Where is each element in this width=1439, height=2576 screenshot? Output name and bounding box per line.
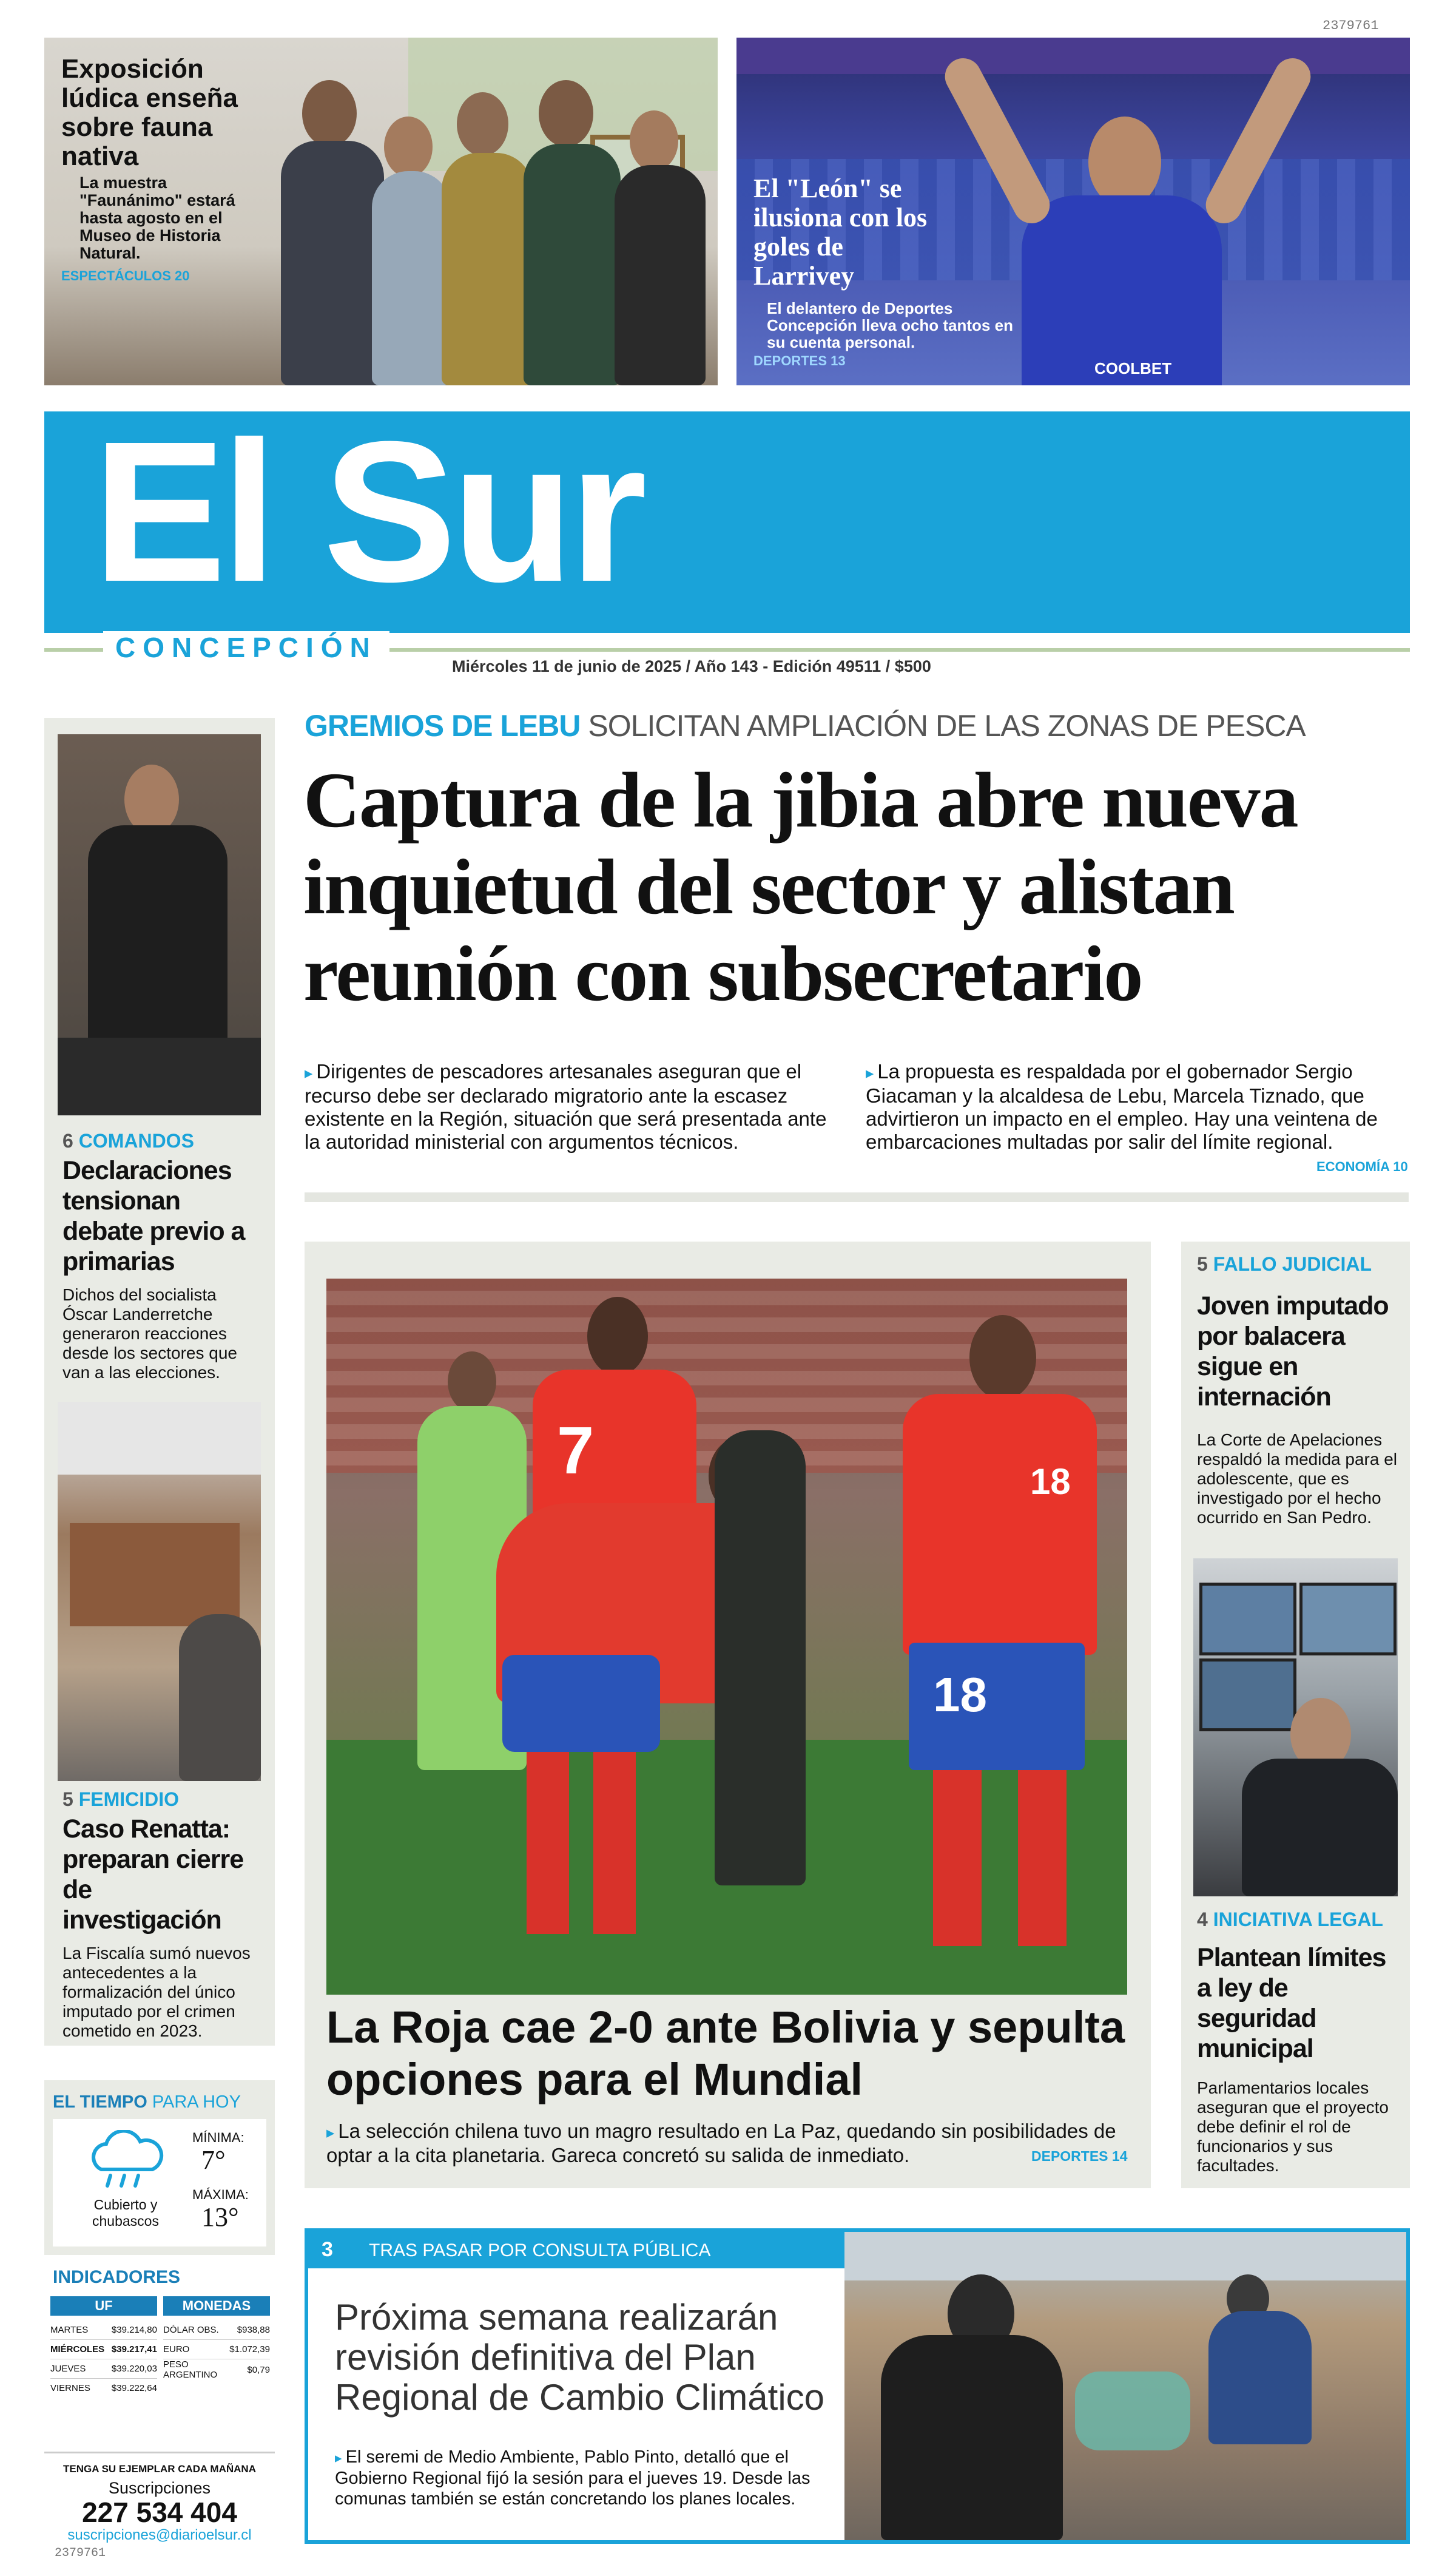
referee	[715, 1430, 806, 1885]
story-fallo[interactable]	[1197, 1253, 1397, 1527]
indicators-box	[44, 2261, 275, 2446]
story-page: 5	[62, 1788, 73, 1810]
story-text: Parlamentarios locales aseguran que el proyecto debe definir el rol de funcionarios y sus facultades.	[1197, 2078, 1389, 2175]
indicators-title: INDICADORES	[53, 2267, 181, 2287]
red-sock	[593, 1752, 636, 1934]
main-text: ▸ La selección chilena tuvo un magro resultado en La Paz, quedando sin posibilidades de optar a la cita planetaria. Gareca concretó su salida de inmediato.	[326, 2120, 1116, 2166]
story-iniciativa[interactable]	[1197, 1908, 1397, 2175]
sky	[844, 2232, 1406, 2280]
table-row: DÓLAR OBS. $938,88	[163, 2321, 270, 2340]
main-photo[interactable]	[326, 1279, 1127, 1995]
weather-box	[44, 2080, 275, 2255]
story-femicidio[interactable]	[62, 1788, 257, 2041]
monedas-table	[163, 2321, 270, 2380]
masthead-city: CONCEPCIÓN	[103, 631, 389, 664]
lead-column-1: ▸ Dirigentes de pescadores artesanales aseguran que el recurso debe ser declarado migratorio ante la escasez existente en la Región, situación que será presentada ante la autoridad ministerial con argumentos técnicos.	[305, 1060, 827, 1153]
dateline: Miércoles 11 de junio de 2025 / Año 143 - Edición 49511 / $500	[452, 657, 931, 675]
monitor	[1299, 1583, 1397, 1655]
subscribe-box[interactable]	[44, 2452, 275, 2544]
teaser-title: El "León" se ilusiona con los goles de Larrivey	[753, 174, 928, 291]
teaser-section[interactable]: ESPECTÁCULOS 20	[61, 268, 190, 283]
story-kicker: INICIATIVA LEGAL	[1213, 1908, 1383, 1930]
table-row: EURO $1.072,39	[163, 2340, 270, 2359]
operator-figure	[1242, 1759, 1398, 1896]
monitor	[1199, 1658, 1296, 1731]
cloud-rain-icon	[83, 2130, 168, 2191]
person-head	[630, 110, 678, 171]
bullet-icon: ▸	[305, 1064, 313, 1082]
uf-header: UF	[50, 2296, 157, 2316]
red-sock	[527, 1752, 569, 1934]
ceiling	[58, 1402, 261, 1475]
person-figure	[281, 141, 384, 385]
main-section[interactable]: DEPORTES 14	[1031, 2148, 1128, 2164]
story-page: 6	[62, 1130, 73, 1152]
person-figure	[881, 2335, 1063, 2540]
courtroom-wall	[70, 1523, 240, 1626]
masthead-title[interactable]: El Sur	[93, 399, 642, 623]
person-figure	[524, 144, 621, 385]
story-text: Dichos del socialista Óscar Landerretche generaron reacciones desde los sectores que van a las elecciones.	[62, 1285, 237, 1382]
lead-kicker	[305, 708, 1409, 743]
story-kicker: COMANDOS	[78, 1130, 194, 1152]
print-code: 2379761	[55, 2546, 106, 2560]
jersey-number: 7	[557, 1413, 595, 1488]
photo-seguridad	[1193, 1558, 1398, 1896]
player-head	[1088, 117, 1161, 208]
bottom-page: 3	[322, 2238, 333, 2261]
person-figure	[1208, 2311, 1312, 2444]
max-label: MÁXIMA:	[192, 2187, 249, 2202]
person-figure	[615, 165, 706, 385]
person-figure	[179, 1614, 261, 1781]
lead-headline[interactable]: Captura de la jibia abre nueva inquietud del sector y alistan reunión con subsecretario	[303, 757, 1298, 1018]
kicker-topic: GREMIOS DE LEBU	[305, 709, 581, 743]
red-sock	[1018, 1770, 1067, 1946]
player-head	[969, 1315, 1036, 1400]
lead-column-2: ▸ La propuesta es respaldada por el gobernador Sergio Giacaman y la alcaldesa de Lebu, Marcela Tiznado, que advirtieron un impacto en el empleo. Hay una veintena de embarcaciones multadas por salir del límite regional.	[866, 1060, 1378, 1153]
person-head	[539, 80, 593, 147]
teaser-title: Exposición lúdica enseña sobre fauna nativa	[61, 54, 238, 171]
table-row: PESO ARGENTINO $0,79	[163, 2359, 270, 2380]
story-text: La Corte de Apelaciones respaldó la medida para el adolescente, que es investigado por el hecho ocurrido en San Pedro.	[1197, 1430, 1397, 1527]
jersey-number: 18	[933, 1668, 987, 1722]
uf-table	[50, 2321, 157, 2398]
monedas-header: MONEDAS	[163, 2296, 270, 2316]
jersey-number: 18	[1030, 1461, 1071, 1502]
person-head	[302, 80, 357, 147]
subscribe-label: Suscripciones	[108, 2479, 211, 2497]
table-row: MARTES $39.214,80	[50, 2321, 157, 2340]
story-text: La Fiscalía sumó nuevos antecedentes a la formalización del único imputado por el crimen cometido en 2023.	[62, 1944, 251, 2040]
bottom-photo	[844, 2232, 1406, 2540]
red-sock	[933, 1770, 982, 1946]
story-comandos[interactable]	[62, 1130, 257, 1382]
person-figure	[442, 153, 533, 385]
jersey-sponsor: COOLBET	[1094, 359, 1172, 377]
subscribe-phone[interactable]: 227 534 404	[82, 2497, 237, 2528]
weather-card	[53, 2119, 266, 2246]
bullet-icon: ▸	[335, 2450, 342, 2466]
print-code: 2379761	[1323, 18, 1379, 33]
teaser-section[interactable]: DEPORTES 13	[753, 353, 846, 368]
table-row: MIÉRCOLES $39.217,41	[50, 2340, 157, 2359]
min-value: 7°	[201, 2145, 226, 2175]
person-head	[384, 117, 433, 177]
teaser-larrivey[interactable]	[736, 38, 1410, 385]
debris	[1075, 2371, 1190, 2450]
main-headline[interactable]: La Roja cae 2-0 ante Bolivia y sepulta opciones para el Mundial	[326, 2002, 1125, 2104]
story-kicker: FALLO JUDICIAL	[1213, 1253, 1372, 1275]
photo-femicidio	[58, 1402, 261, 1781]
subscribe-email[interactable]: suscripciones@diarioelsur.cl	[67, 2527, 252, 2543]
player-head	[587, 1297, 648, 1376]
subscribe-line: TENGA SU EJEMPLAR CADA MAÑANA	[63, 2463, 256, 2475]
chile-player	[903, 1394, 1097, 1655]
lead-section[interactable]: ECONOMÍA 10	[1316, 1159, 1408, 1174]
story-page: 5	[1197, 1253, 1208, 1275]
story-title: Caso Renatta: preparan cierre de investigación	[62, 1814, 244, 1935]
person-head	[457, 92, 508, 156]
blue-shorts	[502, 1655, 660, 1752]
table-row: VIERNES $39.222,64	[50, 2383, 157, 2393]
bottom-story[interactable]	[305, 2228, 1410, 2544]
player-head	[448, 1351, 496, 1412]
story-title: Plantean límites a ley de seguridad municipal	[1197, 1943, 1386, 2063]
photo-comandos	[58, 734, 261, 1115]
monitor	[1199, 1583, 1296, 1655]
kicker-text: SOLICITAN AMPLIACIÓN DE LAS ZONAS DE PESCA	[588, 709, 1306, 743]
person-figure	[372, 171, 451, 385]
person-head	[124, 765, 179, 834]
player-jersey	[1022, 195, 1222, 385]
story-title: Declaraciones tensionan debate previo a primarias	[62, 1156, 245, 1276]
weather-sublabel: PARA HOY	[152, 2092, 241, 2112]
bullet-icon: ▸	[326, 2123, 335, 2142]
weather-label: EL TIEMPO	[53, 2092, 147, 2112]
story-page: 4	[1197, 1908, 1208, 1930]
min-label: MÍNIMA:	[192, 2130, 244, 2145]
teaser-fauna[interactable]	[44, 38, 718, 385]
chair	[58, 1038, 261, 1115]
masthead-band	[44, 399, 1410, 633]
bottom-kicker: TRAS PASAR POR CONSULTA PÚBLICA	[369, 2240, 711, 2260]
bullet-icon: ▸	[866, 1064, 874, 1082]
bottom-text: ▸ El seremi de Medio Ambiente, Pablo Pinto, detalló que el Gobierno Regional fijó la sesión para el jueves 19. Desde las comunas también se están concretando los planes locales.	[335, 2447, 810, 2509]
story-kicker: FEMICIDIO	[78, 1788, 180, 1810]
max-value: 13°	[201, 2202, 239, 2232]
divider	[305, 1192, 1409, 1202]
weather-condition: Cubierto y chubascos	[92, 2197, 159, 2229]
teaser-text: El delantero de Deportes Concepción lleva ocho tantos en su cuenta personal.	[767, 299, 1013, 351]
table-row: JUEVES $39.220,03	[50, 2359, 157, 2379]
story-title: Joven imputado por balacera sigue en internación	[1197, 1291, 1389, 1411]
bottom-headline: Próxima semana realizarán revisión definitiva del Plan Regional de Cambio Climático	[335, 2297, 825, 2418]
teaser-text: La muestra "Faunánimo" estará hasta agosto en el Museo de Historia Natural.	[79, 174, 235, 262]
